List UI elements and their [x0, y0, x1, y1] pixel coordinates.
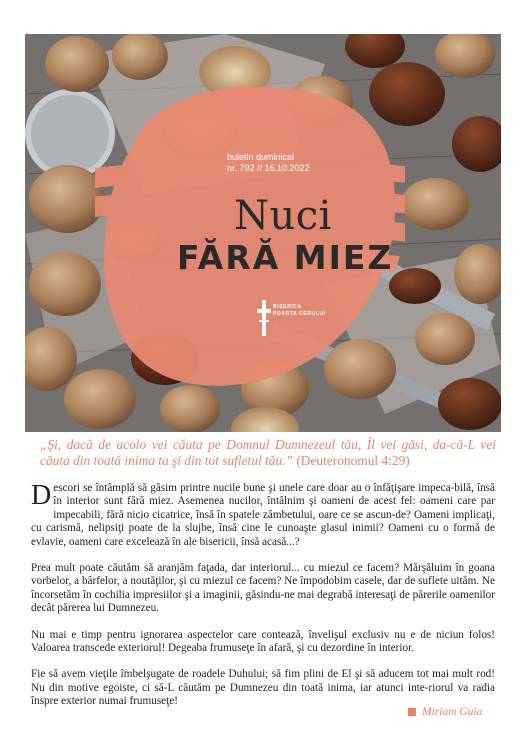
bulletin-label: buletin duminical	[227, 152, 295, 162]
cover-image	[25, 34, 501, 432]
church-name	[273, 304, 326, 318]
paragraph-2: Prea mult poate căutăm să aranjăm faţada, dar interiorul... cu miezul ce facem? Mărşăluim în goana vorbelor, a bârfelor, a noutăţilor, şi cu miezul ce facem? Ne împodobim casele, dar de suflete uităm. Ne încorsetăm în cochilia impresiilor şi a imaginii, găsindu-ne mai degrabă interesaţi de părerile oamenilor decât părerea lui Dumnezeu.	[31, 562, 495, 615]
church-name-line1: BISERICA	[273, 304, 302, 310]
cover-title-line1: Nuci	[234, 193, 332, 239]
article-body	[31, 482, 495, 722]
verse-reference: (Deuteronomul 4:29)	[296, 452, 410, 468]
author-name: Miriam Guia	[422, 706, 483, 718]
church-logo	[257, 300, 326, 336]
paragraph-3: Nu mai e timp pentru ignorarea aspectelor care contează, învelişul exclusiv nu e de niciun folos! Valoarea transcede exteriorul! Degeaba frumuseţe în afară, şi cu dezordine în interior.	[31, 628, 495, 655]
bulletin-info	[227, 152, 310, 174]
paragraph-1-text: escori se întâmplă să găsim printre nucile bune şi unele care doar au o înfăţişare impeca-bilă, însă în interior sunt fără miez. Asemenea nucilor, întâlnim şi oameni de acest fel: oameni care par impecabili, fără nicio cicatrice, însă în spatele zâmbetului, oare ce se ascun-de? Oameni implicaţi, cu carismă, nelipsiţi poate de la slujbe, însă cine le cunoaşte glasul inimii? Oameni cu o formă de evlavie, oameni care excelează în ale bisericii, însă acasă...?	[31, 482, 495, 548]
church-name-line2: POARTA CERULUI	[273, 311, 326, 317]
bible-verse	[40, 437, 496, 468]
cross-icon	[257, 300, 271, 336]
paragraph-4: Fie să avem vieţile îmbelşugate de roadele Duhului; să fim plini de El şi să aducem tot mai mult rod! Nu din motive egoiste, ci să-L căutăm pe Dumnezeu din toată inima, iar atunci inte-riorul va radia înspre exterior numai frumuseţe!	[31, 668, 495, 708]
drop-cap: D	[31, 480, 52, 511]
cover-title-line2: FĂRĂ MIEZ	[177, 238, 394, 277]
bulletin-number-date: nr. 792 // 16.10.2022	[227, 163, 310, 173]
square-bullet-icon	[408, 708, 416, 716]
verse-quote: „Şi, dacă de acolo vei căuta pe Domnul Dumnezeul tău, Îl vei găsi, da-că-L vei căuta din toată inima ta şi din tot sufletul tău.”	[40, 437, 496, 468]
author-signature	[408, 706, 482, 718]
paragraph-1	[31, 482, 495, 549]
